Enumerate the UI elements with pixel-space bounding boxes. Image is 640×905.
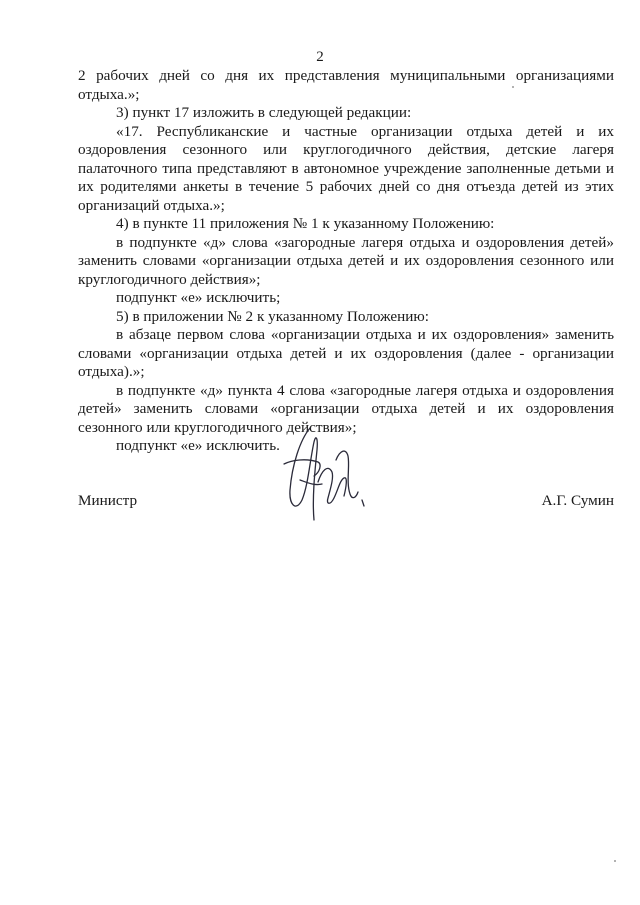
signer-name: А.Г. Сумин <box>541 492 614 509</box>
handwritten-signature <box>270 420 380 540</box>
signature-block <box>78 492 614 512</box>
paragraph-subpoint-d-point-4: в подпункте «д» пункта 4 слова «загородные лагеря отдыха и оздоровления детей» заменить словами «организации отдыха детей и их оздоровления сезонного или круглогодичного действия»; <box>78 381 614 436</box>
scan-speck <box>512 86 514 88</box>
paragraph-first-abzac: в абзаце первом слова «организации отдыха и их оздоровления» заменить словами «организации отдыха детей и их оздоровления (далее - организации отдыха).»; <box>78 326 614 380</box>
page-number: 2 <box>316 49 324 65</box>
paragraph-item-5: 5) в приложении № 2 к указанному Положению: <box>116 307 429 325</box>
paragraph-subpoint-e-exclude: подпункт «е» исключить; <box>116 289 281 306</box>
paragraph-subpoint-e-exclude-final: подпункт «е» исключить. <box>116 437 280 454</box>
paragraph-item-4: 4) в пункте 11 приложения № 1 к указанному Положению: <box>116 215 495 232</box>
paragraph-item-3: 3) пункт 17 изложить в следующей редакции: <box>116 104 412 121</box>
document-body <box>78 67 614 456</box>
paragraph-subpoint-d: в подпункте «д» слова «загородные лагеря отдыха и оздоровления детей» заменить словами «организации отдыха детей и их оздоровления сезонного или круглогодичного действия»; <box>78 233 614 288</box>
scan-speck <box>614 860 616 862</box>
paragraph-point-17-text: «17. Республиканские и частные организации отдыха детей и их оздоровления сезонного или круглогодичного действия, детские лагеря палаточного типа представляют в автономное учреждение заполненные детьми и их родителями анкеты в течение 5 рабочих дней со дня отъезда детей из этих организаций отдыха.»; <box>78 122 614 214</box>
signer-title: Министр <box>78 492 138 509</box>
paragraph-continuation: 2 рабочих дней со дня их представления муниципальными организациями отдыха.»; <box>78 67 614 103</box>
